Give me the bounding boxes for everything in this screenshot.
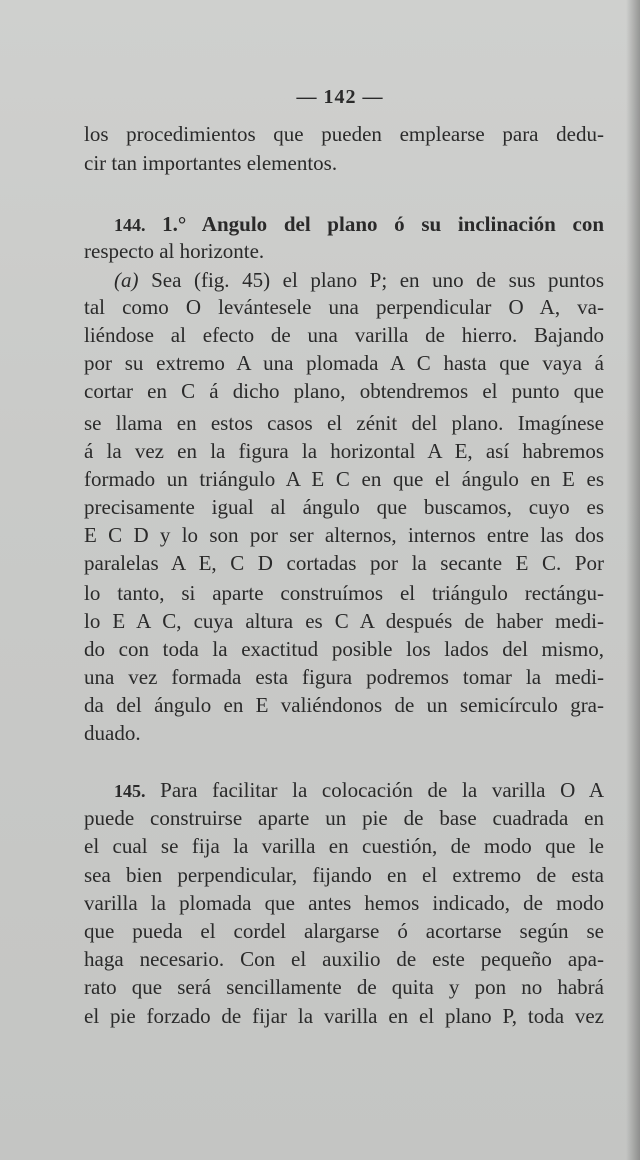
section-number: 144. <box>114 215 146 235</box>
section-number: 145. <box>114 781 146 801</box>
page-number: — 142 — <box>296 86 384 108</box>
body-line: liéndose al efecto de una varilla de hierro. Bajando <box>84 323 604 347</box>
intro-line: los procedimientos que pueden emplearse para dedu- <box>84 122 604 146</box>
page-spine-shadow <box>626 0 640 1160</box>
item-marker: (a) <box>114 268 139 292</box>
body-line: tal como O levántesele una perpendicular O A, va- <box>84 295 604 319</box>
section-heading-tail: respecto al horizonte. <box>84 239 265 263</box>
body-line: lo E A C, cuya altura es C A después de haber medi- <box>84 609 604 633</box>
body-line: el pie forzado de fijar la varilla en el plano P, toda vez <box>84 1004 604 1028</box>
body-line: do con toda la exactitud posible los lados del mismo, <box>84 637 604 661</box>
body-line: cortar en C á dicho plano, obtendremos el punto que <box>84 379 604 403</box>
body-line: que pueda el cordel alargarse ó acortarse según se <box>84 919 604 943</box>
body-line: paralelas A E, C D cortadas por la secante E C. Por <box>84 551 604 575</box>
body-line: formado un triángulo A E C en que el ángulo en E es <box>84 467 604 491</box>
body-line: por su extremo A una plomada A C hasta que vaya á <box>84 351 604 375</box>
first-line-text: Sea (fig. 45) el plano P; en uno de sus puntos <box>151 268 605 292</box>
body-line: puede construirse aparte un pie de base cuadrada en <box>84 806 604 830</box>
body-line: una vez formada esta figura podremos tomar la medi- <box>84 665 604 689</box>
section-heading: 1.° Angulo del plano ó su inclinación con <box>162 212 604 236</box>
body-line: lo tanto, si aparte construímos el triángulo rectángu- <box>84 581 604 605</box>
body-line: precisamente igual al ángulo que buscamos, cuyo es <box>84 495 604 519</box>
body-line: duado. <box>84 721 141 745</box>
body-line: haga necesario. Con el auxilio de este pequeño apa- <box>84 947 604 971</box>
body-line: á la vez en la figura la horizontal A E, así habremos <box>84 439 604 463</box>
first-line-text: Para facilitar la colocación de la varilla O A <box>160 778 604 802</box>
body-line: se llama en estos casos el zénit del plano. Imagínese <box>84 411 604 435</box>
body-line: E C D y lo son por ser alternos, internos entre las dos <box>84 523 604 547</box>
paragraph-first-line <box>114 267 604 293</box>
body-line: el cual se fija la varilla en cuestión, de modo que le <box>84 834 604 858</box>
intro-line: cir tan importantes elementos. <box>84 151 338 175</box>
body-line: rato que será sencillamente de quita y pon no habrá <box>84 975 604 999</box>
section-144-heading-line <box>114 211 604 238</box>
body-line: da del ángulo en E valiéndonos de un semicírculo gra- <box>84 693 604 717</box>
section-145-first-line <box>114 777 604 804</box>
body-line: sea bien perpendicular, fijando en el extremo de esta <box>84 863 604 887</box>
body-line: varilla la plomada que antes hemos indicado, de modo <box>84 891 604 915</box>
